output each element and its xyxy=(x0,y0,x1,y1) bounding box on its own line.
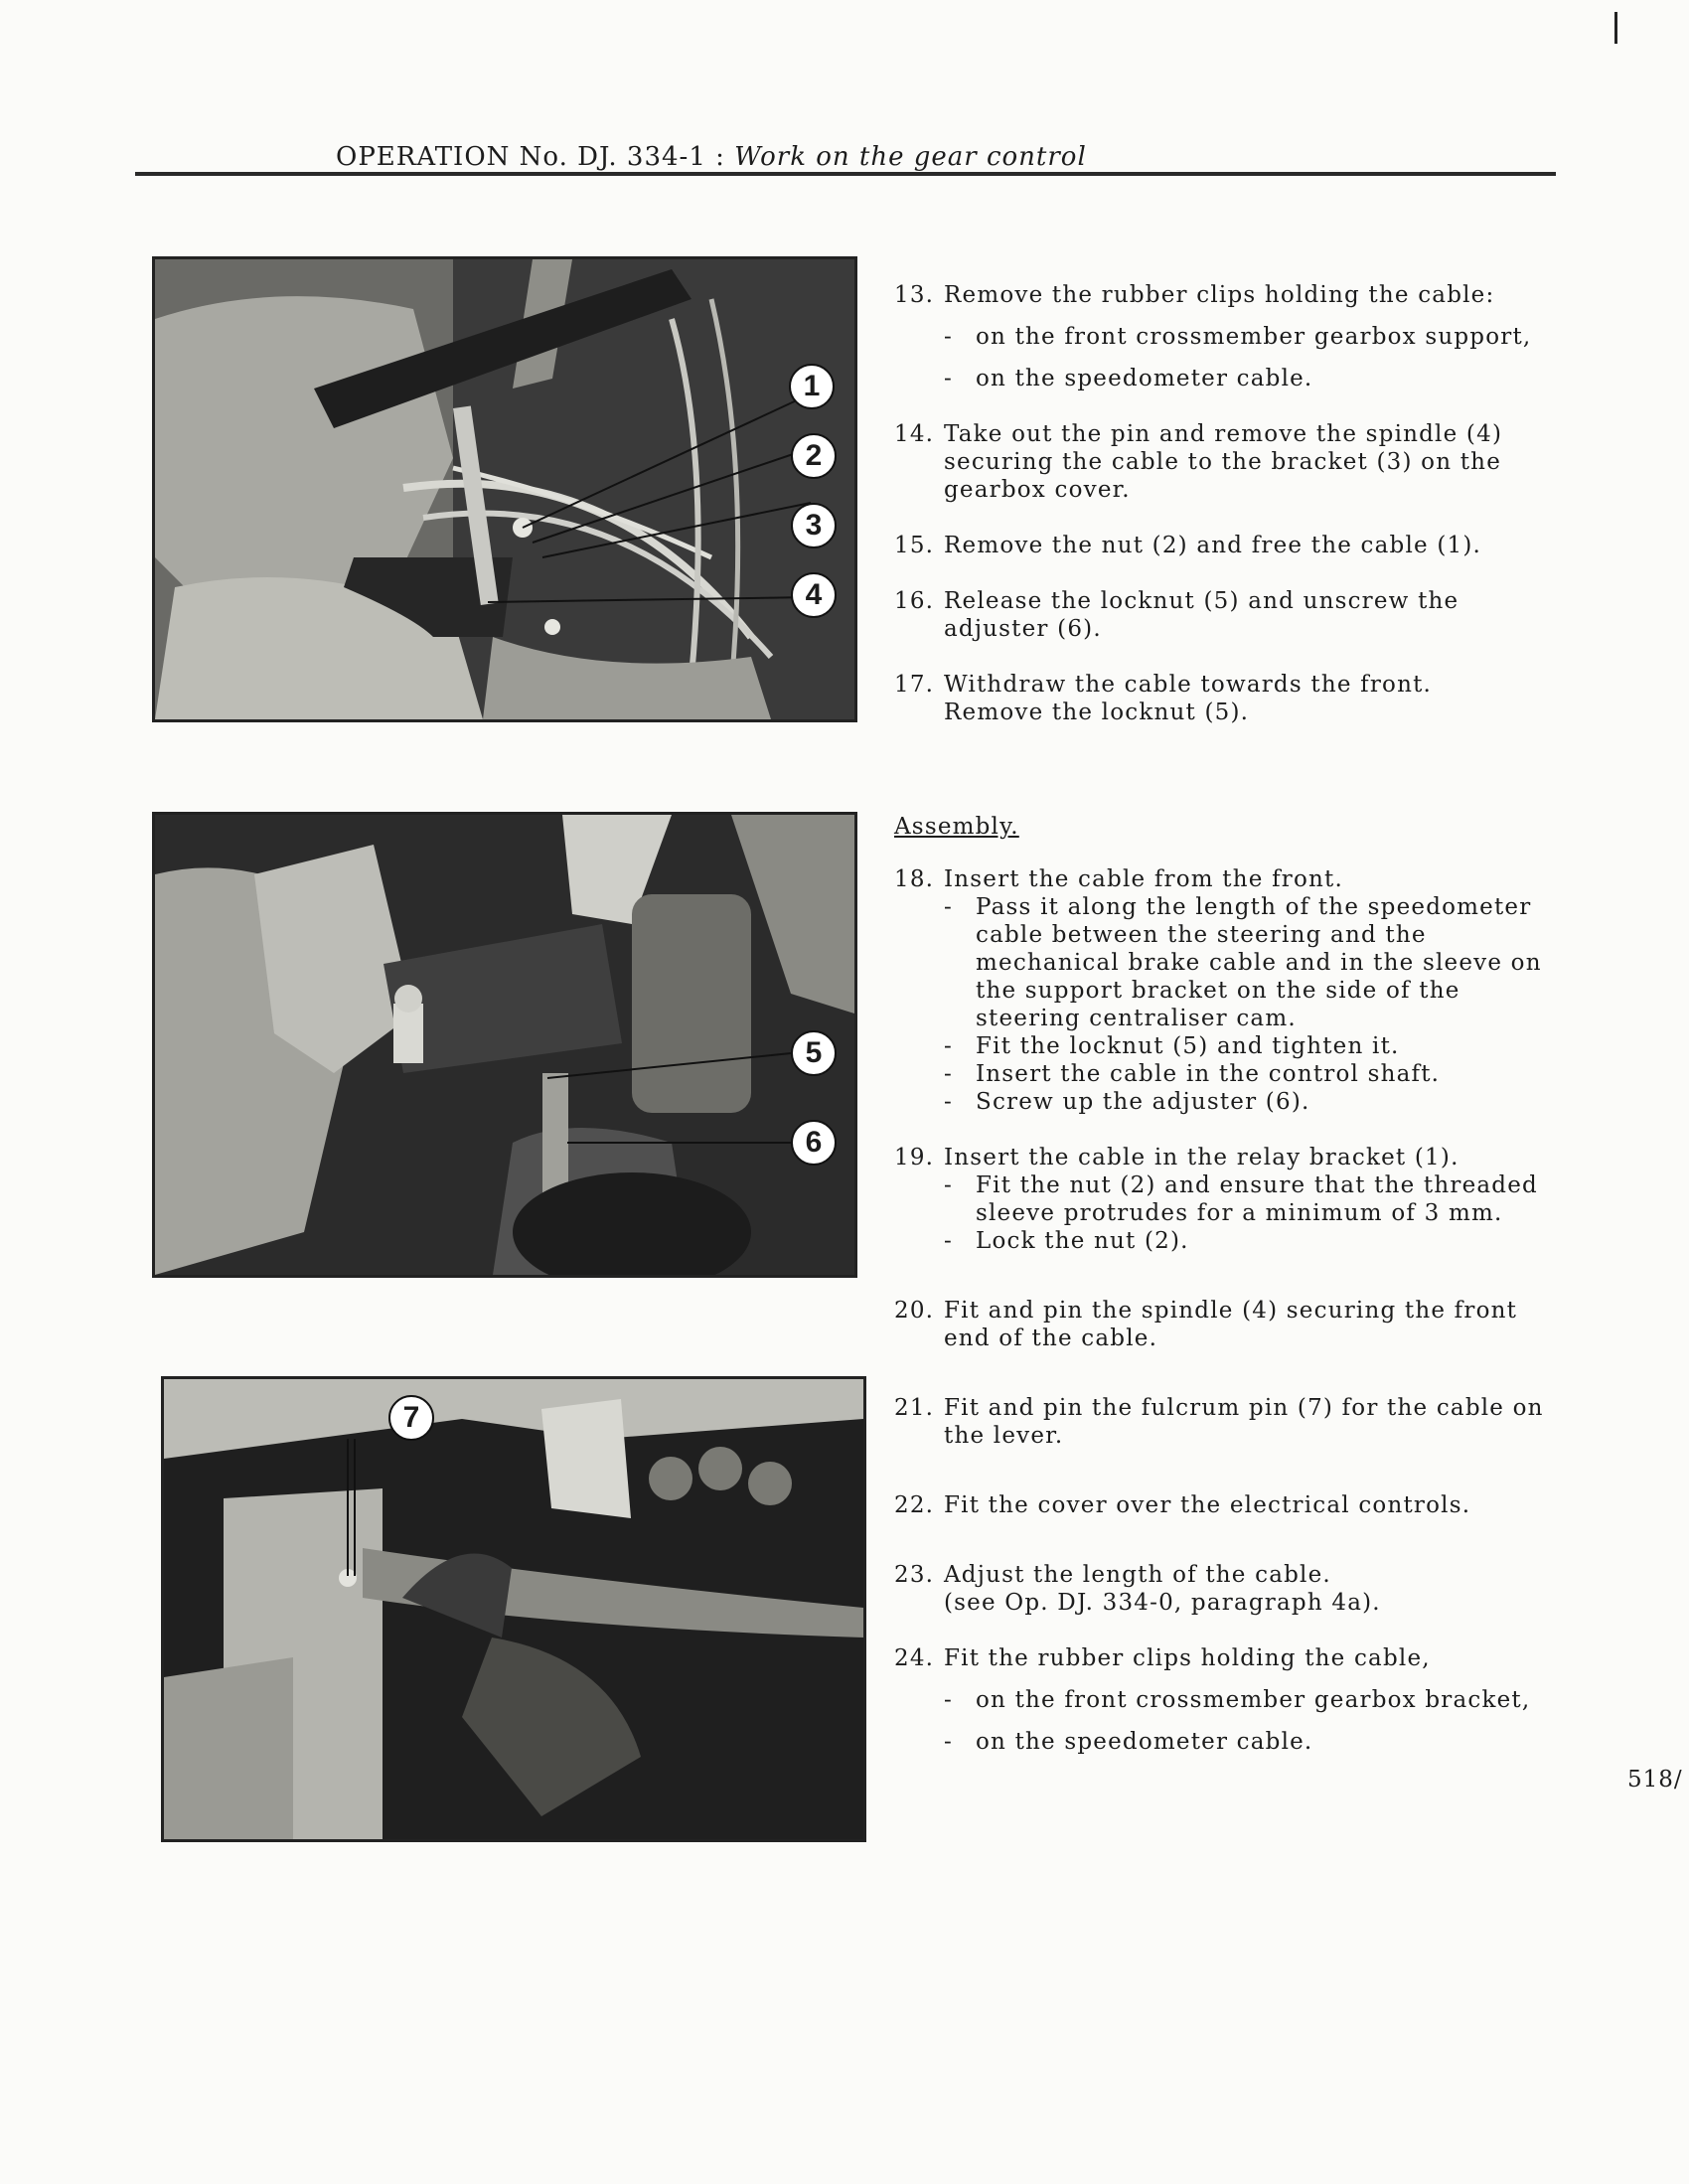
step-number: 16. xyxy=(894,588,935,614)
step-text: Adjust the length of the cable. xyxy=(944,1562,1331,1588)
step-number: 15. xyxy=(894,533,935,558)
callout-1: 1 xyxy=(789,364,835,409)
step-text: Fit and pin the spindle (4) securing the front end of the cable. xyxy=(944,1298,1518,1351)
step-number: 23. xyxy=(894,1562,935,1588)
header-rule xyxy=(135,172,1556,176)
photo-fulcrum-pin xyxy=(161,1376,866,1842)
step-text: Insert the cable in the relay bracket (1). xyxy=(944,1145,1459,1170)
scan-edge-mark xyxy=(1614,12,1617,44)
step-text: Withdraw the cable towards the front. xyxy=(944,672,1433,698)
operation-number: OPERATION No. DJ. 334-1 : xyxy=(336,142,725,172)
step-text: Fit the rubber clips holding the cable, xyxy=(944,1645,1431,1671)
step-text: Remove the rubber clips holding the cable: xyxy=(944,282,1495,308)
page-header xyxy=(336,142,1087,172)
step-number: 24. xyxy=(894,1645,935,1671)
callout-4: 4 xyxy=(791,572,837,618)
step-number: 20. xyxy=(894,1298,935,1324)
step-text-continued: (see Op. DJ. 334-0, paragraph 4a). xyxy=(944,1590,1381,1616)
step-number: 21. xyxy=(894,1395,935,1421)
step-text: Remove the nut (2) and free the cable (1). xyxy=(944,533,1482,558)
step-subitem: - Fit the locknut (5) and tighten it. xyxy=(944,1033,1400,1059)
step-subitem: - on the speedometer cable. xyxy=(944,1729,1313,1755)
step-text: Take out the pin and remove the spindle (4) securing the cable to the bracket (3) on the gearbox cover. xyxy=(944,421,1503,503)
step-number: 14. xyxy=(894,421,935,447)
operation-subtitle: Work on the gear control xyxy=(734,142,1087,172)
step-subitem: - on the front crossmember gearbox bracket, xyxy=(944,1687,1531,1713)
step-number: 22. xyxy=(894,1492,935,1518)
page-number: 518/ xyxy=(1627,1767,1683,1793)
step-number: 17. xyxy=(894,672,935,698)
photo-gearbox-cable xyxy=(152,256,857,722)
step-subitem: - on the speedometer cable. xyxy=(944,366,1313,391)
step-text: Insert the cable from the front. xyxy=(944,866,1344,892)
callout-6: 6 xyxy=(791,1120,837,1166)
callout-3: 3 xyxy=(791,503,837,548)
step-subitem: - Insert the cable in the control shaft. xyxy=(944,1061,1441,1087)
step-subitem: - Pass it along the length of the speedometer cable between the steering and the mechanical brake cable and in the sleeve on the support bracket on the side of the steering centraliser cam. xyxy=(944,894,1542,1031)
step-text-continued: Remove the locknut (5). xyxy=(944,700,1250,725)
step-text: Release the locknut (5) and unscrew the adjuster (6). xyxy=(944,588,1459,642)
step-subitem: - Fit the nut (2) and ensure that the threaded sleeve protrudes for a minimum of 3 mm. xyxy=(944,1172,1538,1226)
photo-steering-locknut xyxy=(152,812,857,1278)
step-number: 18. xyxy=(894,866,935,892)
step-text: Fit the cover over the electrical controls. xyxy=(944,1492,1471,1518)
step-number: 13. xyxy=(894,282,935,308)
callout-2: 2 xyxy=(791,433,837,479)
callout-5: 5 xyxy=(791,1030,837,1076)
section-heading-assembly: Assembly. xyxy=(894,814,1019,840)
step-subitem: - on the front crossmember gearbox support, xyxy=(944,324,1532,350)
step-subitem: - Lock the nut (2). xyxy=(944,1228,1189,1254)
step-number: 19. xyxy=(894,1145,935,1170)
step-subitem: - Screw up the adjuster (6). xyxy=(944,1089,1310,1115)
step-text: Fit and pin the fulcrum pin (7) for the cable on the lever. xyxy=(944,1395,1544,1449)
callout-7: 7 xyxy=(388,1395,434,1441)
